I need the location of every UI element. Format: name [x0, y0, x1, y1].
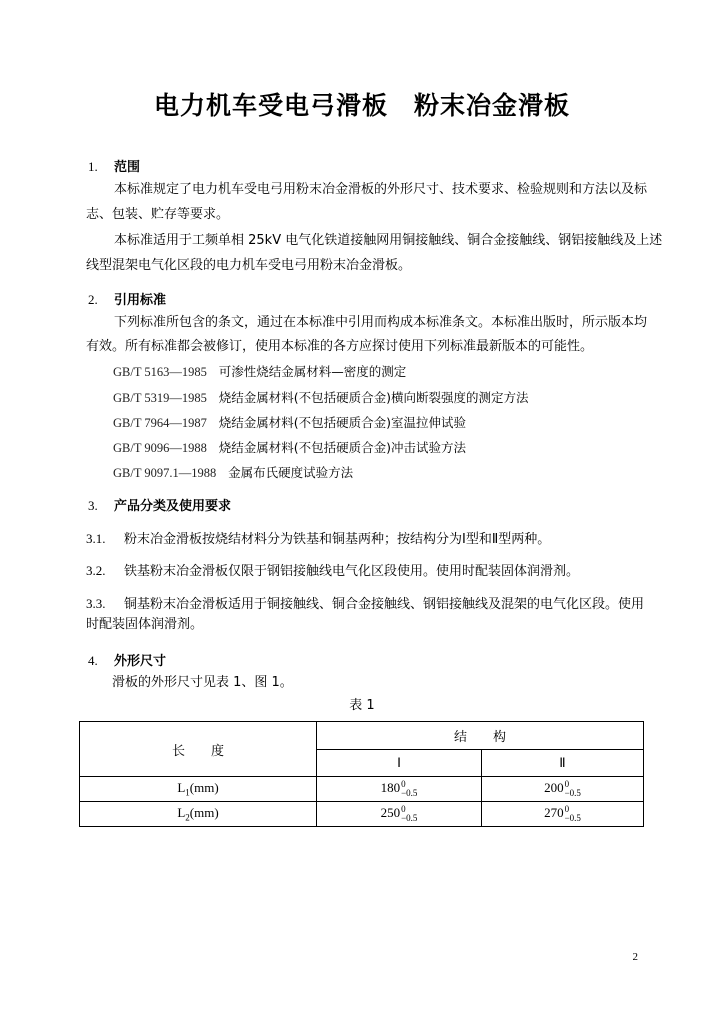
tolerance: [565, 780, 581, 798]
page-title: 电力机车受电弓滑板 粉末冶金滑板: [153, 91, 570, 120]
value-cell: [482, 802, 644, 827]
section-2-number: 2.: [88, 292, 98, 307]
section-4-title: 外形尺寸: [114, 654, 167, 669]
tolerance-lower: −0.5: [564, 813, 581, 823]
reference-title: 可渗性烧结金属材料—密度的测定: [218, 364, 407, 379]
header-type-2: Ⅱ: [482, 750, 644, 777]
label-main: L: [177, 805, 186, 821]
section-1-number: 1.: [88, 159, 98, 174]
tolerance-upper: 0: [564, 779, 570, 789]
table-caption: 表 1: [349, 698, 375, 713]
s4-para1: 滑板的外形尺寸见表 1、图 1。: [112, 675, 293, 690]
clause-3-1: [86, 528, 550, 547]
reference-item: [113, 362, 406, 380]
clause-3-3: [86, 593, 644, 612]
section-1-title: 范围: [114, 160, 141, 175]
tolerance-lower: −0.5: [564, 788, 581, 798]
value: 200: [544, 779, 564, 795]
clause-number: 3.3.: [86, 596, 106, 611]
tolerance: [401, 780, 417, 798]
tolerance-upper: 0: [564, 804, 570, 814]
reference-code: GB/T 9096—1988: [113, 441, 207, 455]
tolerance: [401, 805, 417, 823]
value-cell: [317, 802, 482, 827]
clause-3-2: [86, 560, 579, 579]
page-number: 2: [632, 951, 638, 963]
value: 250: [380, 804, 401, 820]
reference-code: GB/T 9097.1—1988: [113, 466, 217, 480]
reference-title: 烧结金属材料(不包括硬质合金)横向断裂强度的测定方法: [218, 390, 529, 405]
clause-number: 3.1.: [86, 531, 106, 546]
section-3-heading: [88, 495, 231, 514]
s2-para1-line1: 下列标准所包含的条文，通过在本标准中引用而构成本标准条文。本标准出版时，所示版本均: [114, 315, 648, 330]
tolerance-lower: −0.5: [401, 788, 418, 798]
clause-text: 铜基粉末冶金滑板适用于铜接触线、铜合金接触线、钢铝接触线及混架的电气化区段。使用: [124, 597, 645, 612]
label-subscript: 2: [185, 812, 190, 823]
reference-code: GB/T 7964—1987: [113, 416, 207, 430]
section-3-number: 3.: [88, 498, 98, 513]
header-structure: 结 构: [317, 722, 644, 750]
tolerance: [565, 805, 581, 823]
label-subscript: 1: [185, 787, 190, 798]
clause-number: 3.2.: [86, 563, 106, 578]
clause-3-3-line2: 时配装固体润滑剂。: [86, 617, 204, 632]
reference-code: GB/T 5163—1985: [113, 365, 207, 379]
dimension-table: [79, 721, 644, 827]
section-3-title: 产品分类及使用要求: [114, 499, 232, 514]
section-4-number: 4.: [88, 653, 98, 668]
reference-item: [113, 438, 466, 456]
section-2-title: 引用标准: [114, 293, 167, 308]
header-type-1: Ⅰ: [317, 750, 482, 777]
tolerance-upper: 0: [401, 779, 406, 789]
value-cell: [317, 777, 482, 802]
label-main: L: [177, 780, 186, 796]
reference-code: GB/T 5319—1985: [113, 391, 207, 405]
reference-item: [113, 388, 529, 406]
value-cell: [482, 777, 644, 802]
s1-para1-line2: 志、包装、贮存等要求。: [86, 207, 230, 222]
s1-para2-line1: 本标准适用于工频单相 25kV 电气化铁道接触网用铜接触线、铜合金接触线、钢铝接触线及上述: [114, 233, 663, 248]
reference-item: [113, 413, 466, 431]
reference-item: [113, 463, 353, 481]
tolerance-upper: 0: [401, 804, 406, 814]
label-unit: (mm): [189, 805, 219, 821]
s2-para1-line2: 有效。所有标准都会被修订，使用本标准的各方应探讨使用下列标准最新版本的可能性。: [86, 339, 594, 354]
row-label: [80, 777, 317, 802]
value: 270: [544, 804, 564, 820]
row-label: [80, 802, 317, 827]
section-2-heading: [88, 289, 166, 308]
value: 180: [380, 779, 401, 795]
reference-title: 金属布氏硬度试验方法: [228, 465, 354, 480]
section-1-heading: [88, 156, 140, 175]
reference-title: 烧结金属材料(不包括硬质合金)冲击试验方法: [218, 440, 467, 455]
s1-para2-line2: 线型混架电气化区段的电力机车受电弓用粉末冶金滑板。: [86, 258, 412, 273]
table-row: [80, 777, 644, 802]
clause-text: 铁基粉末冶金滑板仅限于钢铝接触线电气化区段使用。使用时配装固体润滑剂。: [124, 564, 580, 579]
section-4-heading: [88, 650, 166, 669]
label-unit: (mm): [189, 780, 219, 796]
tolerance-lower: −0.5: [401, 813, 418, 823]
clause-text: 粉末冶金滑板按烧结材料分为铁基和铜基两种；按结构分为Ⅰ型和Ⅱ型两种。: [124, 532, 551, 547]
table-row: [80, 802, 644, 827]
reference-title: 烧结金属材料(不包括硬质合金)室温拉伸试验: [218, 415, 467, 430]
header-length: 长 度: [80, 722, 317, 777]
s1-para1-line1: 本标准规定了电力机车受电弓用粉末冶金滑板的外形尺寸、技术要求、检验规则和方法以及标: [114, 182, 648, 197]
